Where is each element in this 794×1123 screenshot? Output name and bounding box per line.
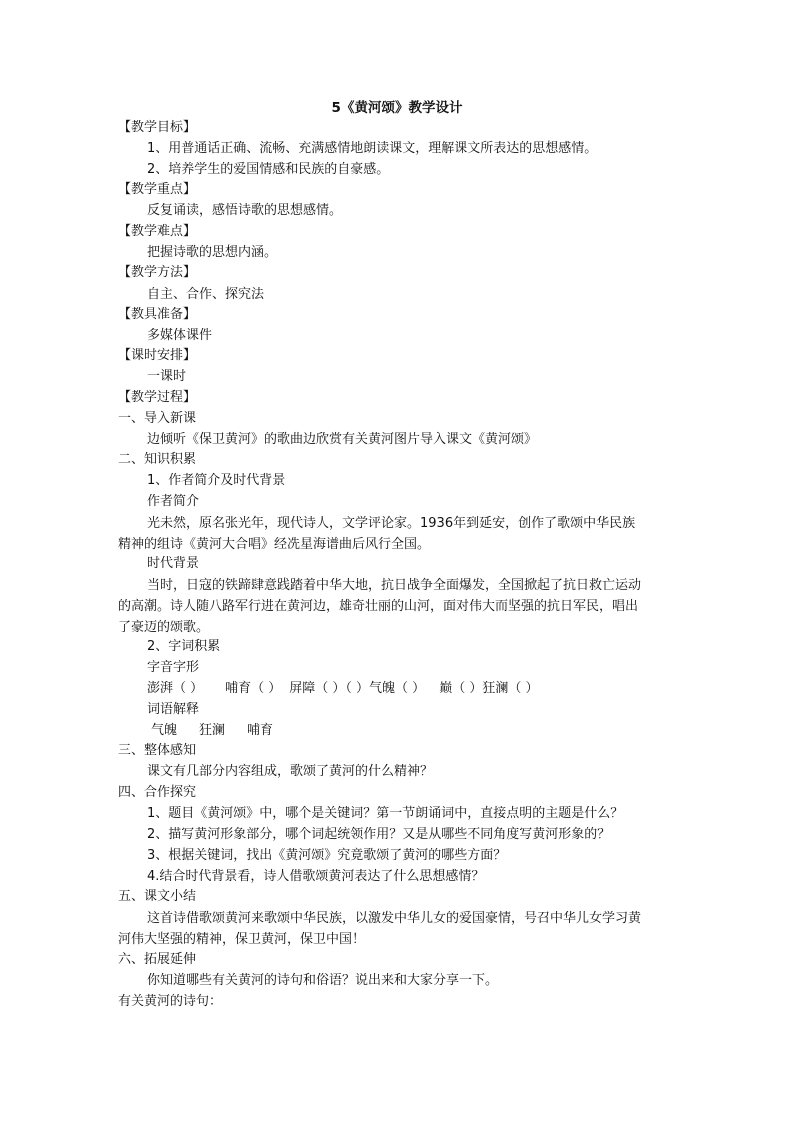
- section-1-text: 边倾听《保卫黄河》的歌曲边欣赏有关黄河图片导入课文《黄河颂》: [147, 432, 538, 447]
- section-6-heading: 六、拓展延伸: [118, 952, 197, 967]
- pronunciation-row: [147, 679, 538, 699]
- section-5-paragraph: 这首诗借歌颂黄河来歌颂中华民族，以激发中华儿女的爱国豪情，号召中华儿女学习黄河伟大坚强的精神，保卫黄河，保卫中国！: [118, 911, 642, 947]
- pronunciation-item: 澎湃（ ）: [147, 681, 204, 696]
- vocabulary-row: [151, 721, 273, 741]
- vocabulary-item: 哺育: [247, 723, 274, 738]
- section-5-heading: 五、课文小结: [118, 889, 197, 904]
- time-text: 一课时: [147, 369, 187, 384]
- section-2-item-2: 2、字词积累: [147, 639, 221, 654]
- goals-heading: 【教学目标】: [118, 120, 197, 135]
- author-label: 作者简介: [147, 494, 200, 509]
- poems-label: 有关黄河的诗句：: [118, 994, 223, 1009]
- section-4-question-3: 3、根据关键词，找出《黄河颂》究竟歌颂了黄河的哪些方面？: [147, 848, 507, 863]
- section-2-item-1: 1、作者简介及时代背景: [147, 473, 286, 488]
- section-4-question-1: 1、题目《黄河颂》中，哪个是关键词？第一节朗诵词中，直接点明的主题是什么？: [147, 806, 624, 821]
- goal-item-2: 2、培养学生的爱国情感和民族的自豪感。: [147, 162, 390, 177]
- difficulty-heading: 【教学难点】: [118, 224, 197, 239]
- pronunciation-label: 字音字形: [147, 660, 200, 675]
- pronunciation-item: 狂澜（ ）: [482, 681, 539, 696]
- document-title: 5《黄河颂》教学设计: [331, 100, 463, 116]
- background-paragraph: 当时，日寇的铁蹄肆意践踏着中华大地，抗日战争全面爆发，全国掀起了抗日救亡运动的高潮。诗人随八路军行进在黄河边，雄奇壮丽的山河，面对伟大而坚强的抗日军民，唱出了豪迈的颂歌。: [118, 578, 642, 635]
- process-heading: 【教学过程】: [118, 390, 197, 405]
- section-3-text: 课文有几部分内容组成，歌颂了黄河的什么精神？: [147, 764, 434, 779]
- key-points-text: 反复诵读，感悟诗歌的思想感情。: [147, 203, 343, 218]
- method-text: 自主、合作、探究法: [147, 287, 265, 302]
- difficulty-text: 把握诗歌的思想内涵。: [147, 245, 278, 260]
- vocabulary-label: 词语解释: [147, 702, 200, 717]
- pronunciation-item: 巅（ ）: [439, 681, 483, 696]
- section-4-question-2: 2、描写黄河形象部分，哪个词起统领作用？又是从哪些不同角度写黄河形象的？: [147, 827, 611, 842]
- section-3-heading: 三、整体感知: [118, 743, 197, 758]
- section-6-text: 你知道哪些有关黄河的诗句和俗语？说出来和大家分享一下。: [147, 973, 499, 988]
- section-2-heading: 二、知识积累: [118, 452, 197, 467]
- pronunciation-item: 气魄（ ）: [369, 681, 426, 696]
- vocabulary-item: 狂澜: [199, 723, 226, 738]
- pronunciation-item: 哺育（ ）: [225, 681, 282, 696]
- goal-item-1: 1、用普通话正确、流畅、充满感情地朗读课文，理解课文所表达的思想感情。: [147, 141, 598, 156]
- section-4-question-4: 4.结合时代背景看，诗人借歌颂黄河表达了什么思想感情？: [147, 869, 485, 884]
- background-label: 时代背景: [147, 556, 200, 571]
- tools-text: 多媒体课件: [147, 328, 213, 343]
- time-heading: 【课时安排】: [118, 348, 197, 363]
- key-points-heading: 【教学重点】: [118, 182, 197, 197]
- section-1-heading: 一、导入新课: [118, 411, 197, 426]
- pronunciation-item: 屏障（ ）（ ）: [289, 681, 370, 696]
- vocabulary-item: 气魄: [151, 723, 178, 738]
- method-heading: 【教学方法】: [118, 265, 197, 280]
- author-paragraph: 光未然，原名张光年，现代诗人，文学评论家。1936年到延安，创作了歌颂中华民族精神的组诗《黄河大合唱》经冼星海谱曲后风行全国。: [118, 516, 636, 552]
- tools-heading: 【教具准备】: [118, 307, 197, 322]
- section-4-heading: 四、合作探究: [118, 785, 197, 800]
